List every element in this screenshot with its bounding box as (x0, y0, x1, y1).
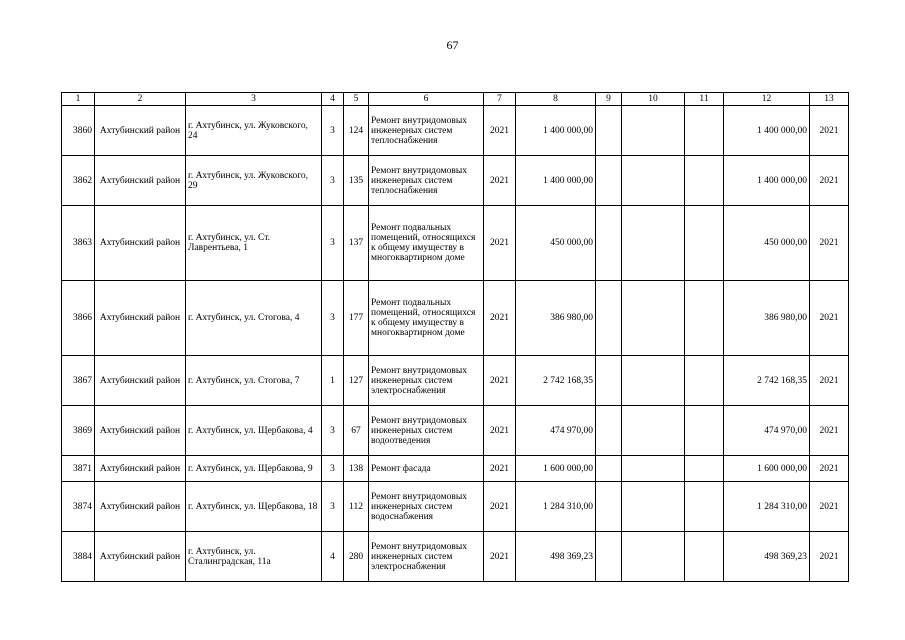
amount-cell: 498 369,23 (516, 532, 596, 582)
table-body (62, 106, 849, 582)
row-id-cell: 3874 (62, 482, 95, 532)
address-cell: г. Ахтубинск, ул. Ст. Лаврентьева, 1 (186, 206, 322, 281)
col-10-cell (622, 156, 685, 206)
param-4-cell: 3 (322, 281, 344, 356)
col-10-cell (622, 406, 685, 456)
year-cell: 2021 (484, 482, 516, 532)
col-10-cell (622, 482, 685, 532)
col-10-cell (622, 106, 685, 156)
year-cell: 2021 (484, 406, 516, 456)
row-id-cell: 3863 (62, 206, 95, 281)
repair-program-table (61, 92, 849, 582)
col-9-cell (596, 406, 622, 456)
completion-year-cell: 2021 (810, 456, 849, 482)
column-header-10: 10 (622, 93, 685, 106)
column-header-3: 3 (186, 93, 322, 106)
col-11-cell (685, 206, 724, 281)
completion-year-cell: 2021 (810, 281, 849, 356)
address-cell: г. Ахтубинск, ул. Щербакова, 18 (186, 482, 322, 532)
row-id-cell: 3862 (62, 156, 95, 206)
completion-year-cell: 2021 (810, 356, 849, 406)
completion-year-cell: 2021 (810, 532, 849, 582)
year-cell: 2021 (484, 356, 516, 406)
district-cell: Ахтубинский район (95, 456, 186, 482)
district-cell: Ахтубинский район (95, 532, 186, 582)
col-11-cell (685, 106, 724, 156)
header-row (62, 93, 849, 106)
param-5-cell: 138 (344, 456, 369, 482)
work-type-cell: Ремонт подвальных помещений, относящихся к общему имуществу в многоквартирном доме (369, 206, 484, 281)
param-5-cell: 67 (344, 406, 369, 456)
completion-year-cell: 2021 (810, 206, 849, 281)
param-5-cell: 127 (344, 356, 369, 406)
table-row (62, 156, 849, 206)
page-number: 67 (446, 38, 459, 52)
col-10-cell (622, 532, 685, 582)
column-header-7: 7 (484, 93, 516, 106)
col-11-cell (685, 456, 724, 482)
param-4-cell: 3 (322, 406, 344, 456)
col-11-cell (685, 482, 724, 532)
param-5-cell: 135 (344, 156, 369, 206)
total-amount-cell: 1 284 310,00 (724, 482, 810, 532)
amount-cell: 450 000,00 (516, 206, 596, 281)
total-amount-cell: 1 400 000,00 (724, 156, 810, 206)
table-row (62, 532, 849, 582)
total-amount-cell: 1 600 000,00 (724, 456, 810, 482)
address-cell: г. Ахтубинск, ул. Стогова, 7 (186, 356, 322, 406)
district-cell: Ахтубинский район (95, 281, 186, 356)
col-9-cell (596, 356, 622, 406)
col-10-cell (622, 281, 685, 356)
column-header-4: 4 (322, 93, 344, 106)
total-amount-cell: 498 369,23 (724, 532, 810, 582)
column-header-6: 6 (369, 93, 484, 106)
year-cell: 2021 (484, 106, 516, 156)
col-9-cell (596, 532, 622, 582)
work-type-cell: Ремонт внутридомовых инженерных систем водоотведения (369, 406, 484, 456)
district-cell: Ахтубинский район (95, 482, 186, 532)
row-id-cell: 3860 (62, 106, 95, 156)
completion-year-cell: 2021 (810, 482, 849, 532)
completion-year-cell: 2021 (810, 106, 849, 156)
param-5-cell: 112 (344, 482, 369, 532)
row-id-cell: 3884 (62, 532, 95, 582)
col-9-cell (596, 156, 622, 206)
work-type-cell: Ремонт фасада (369, 456, 484, 482)
amount-cell: 386 980,00 (516, 281, 596, 356)
address-cell: г. Ахтубинск, ул. Жуковского, 24 (186, 106, 322, 156)
param-4-cell: 3 (322, 456, 344, 482)
table-row (62, 482, 849, 532)
year-cell: 2021 (484, 456, 516, 482)
amount-cell: 1 600 000,00 (516, 456, 596, 482)
district-cell: Ахтубинский район (95, 156, 186, 206)
table-row (62, 356, 849, 406)
work-type-cell: Ремонт внутридомовых инженерных систем теплоснабжения (369, 156, 484, 206)
table-row (62, 456, 849, 482)
column-header-13: 13 (810, 93, 849, 106)
work-type-cell: Ремонт внутридомовых инженерных систем теплоснабжения (369, 106, 484, 156)
district-cell: Ахтубинский район (95, 106, 186, 156)
param-4-cell: 3 (322, 206, 344, 281)
amount-cell: 474 970,00 (516, 406, 596, 456)
row-id-cell: 3871 (62, 456, 95, 482)
table-row (62, 206, 849, 281)
completion-year-cell: 2021 (810, 406, 849, 456)
param-5-cell: 280 (344, 532, 369, 582)
column-header-2: 2 (95, 93, 186, 106)
total-amount-cell: 386 980,00 (724, 281, 810, 356)
param-4-cell: 3 (322, 106, 344, 156)
param-5-cell: 124 (344, 106, 369, 156)
address-cell: г. Ахтубинск, ул. Щербакова, 9 (186, 456, 322, 482)
param-5-cell: 137 (344, 206, 369, 281)
year-cell: 2021 (484, 206, 516, 281)
col-11-cell (685, 532, 724, 582)
param-4-cell: 4 (322, 532, 344, 582)
col-10-cell (622, 356, 685, 406)
col-10-cell (622, 456, 685, 482)
param-4-cell: 3 (322, 482, 344, 532)
param-4-cell: 1 (322, 356, 344, 406)
column-number-header (62, 93, 849, 106)
col-9-cell (596, 206, 622, 281)
work-type-cell: Ремонт подвальных помещений, относящихся к общему имуществу в многоквартирном доме (369, 281, 484, 356)
column-header-5: 5 (344, 93, 369, 106)
row-id-cell: 3867 (62, 356, 95, 406)
total-amount-cell: 2 742 168,35 (724, 356, 810, 406)
column-header-11: 11 (685, 93, 724, 106)
total-amount-cell: 450 000,00 (724, 206, 810, 281)
amount-cell: 2 742 168,35 (516, 356, 596, 406)
row-id-cell: 3866 (62, 281, 95, 356)
year-cell: 2021 (484, 281, 516, 356)
param-4-cell: 3 (322, 156, 344, 206)
total-amount-cell: 474 970,00 (724, 406, 810, 456)
col-10-cell (622, 206, 685, 281)
total-amount-cell: 1 400 000,00 (724, 106, 810, 156)
col-9-cell (596, 106, 622, 156)
col-11-cell (685, 406, 724, 456)
address-cell: г. Ахтубинск, ул. Стогова, 4 (186, 281, 322, 356)
column-header-1: 1 (62, 93, 95, 106)
amount-cell: 1 284 310,00 (516, 482, 596, 532)
column-header-9: 9 (596, 93, 622, 106)
table-row (62, 106, 849, 156)
address-cell: г. Ахтубинск, ул. Щербакова, 4 (186, 406, 322, 456)
amount-cell: 1 400 000,00 (516, 106, 596, 156)
address-cell: г. Ахтубинск, ул. Сталинградская, 11а (186, 532, 322, 582)
col-11-cell (685, 356, 724, 406)
district-cell: Ахтубинский район (95, 206, 186, 281)
table-row (62, 281, 849, 356)
district-cell: Ахтубинский район (95, 356, 186, 406)
amount-cell: 1 400 000,00 (516, 156, 596, 206)
col-9-cell (596, 456, 622, 482)
column-header-12: 12 (724, 93, 810, 106)
col-9-cell (596, 482, 622, 532)
completion-year-cell: 2021 (810, 156, 849, 206)
col-11-cell (685, 281, 724, 356)
col-9-cell (596, 281, 622, 356)
table-row (62, 406, 849, 456)
row-id-cell: 3869 (62, 406, 95, 456)
district-cell: Ахтубинский район (95, 406, 186, 456)
address-cell: г. Ахтубинск, ул. Жуковского, 29 (186, 156, 322, 206)
col-11-cell (685, 156, 724, 206)
param-5-cell: 177 (344, 281, 369, 356)
work-type-cell: Ремонт внутридомовых инженерных систем электроснабжения (369, 532, 484, 582)
year-cell: 2021 (484, 156, 516, 206)
year-cell: 2021 (484, 532, 516, 582)
work-type-cell: Ремонт внутридомовых инженерных систем электроснабжения (369, 356, 484, 406)
column-header-8: 8 (516, 93, 596, 106)
work-type-cell: Ремонт внутридомовых инженерных систем водоснабжения (369, 482, 484, 532)
